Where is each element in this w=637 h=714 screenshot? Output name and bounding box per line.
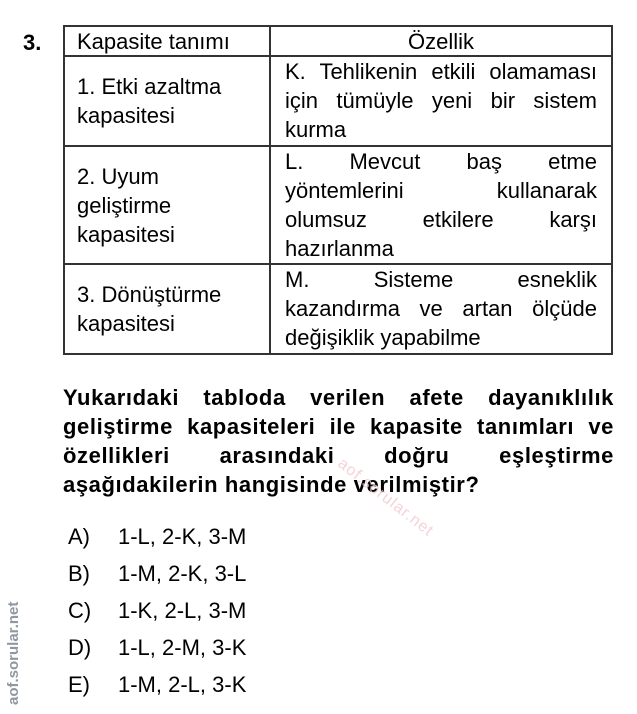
option-b[interactable] <box>68 555 246 592</box>
header-capacity-definition: Kapasite tanımı <box>64 26 270 56</box>
option-letter: D) <box>68 635 92 660</box>
watermark-side: aof.sorular.net <box>5 601 22 705</box>
table-row <box>64 264 612 354</box>
table-row <box>64 146 612 264</box>
capacity-cell: 1. Etki azaltma kapasitesi <box>64 56 270 146</box>
answer-options <box>68 518 246 703</box>
option-text: 1-K, 2-L, 3-M <box>118 598 247 623</box>
matching-table <box>63 25 613 355</box>
capacity-cell: 2. Uyum geliştirme kapasitesi <box>64 146 270 264</box>
feature-cell: M. Sisteme esneklik kazandırma ve artan ölçüde değişiklik yapabilme <box>270 264 612 354</box>
option-text: 1-M, 2-K, 3-L <box>118 561 247 586</box>
table-header-row <box>64 26 612 56</box>
option-letter: B) <box>68 561 90 586</box>
option-letter: A) <box>68 524 90 549</box>
option-letter: C) <box>68 598 92 623</box>
table-row <box>64 56 612 146</box>
option-text: 1-L, 2-M, 3-K <box>118 635 247 660</box>
option-text: 1-M, 2-L, 3-K <box>118 672 247 697</box>
option-e[interactable] <box>68 666 246 703</box>
feature-cell: L. Mevcut baş etme yöntemlerini kullanarak olumsuz etkilere karşı hazırlanma <box>270 146 612 264</box>
question-text: Yukarıdaki tabloda verilen afete dayanıklılık geliştirme kapasiteleri ile kapasite tanımları ve özellikleri arasındaki doğru eşleştirme aşağıdakilerin hangisinde verilmiştir? <box>63 385 614 497</box>
watermark-diagonal: aof.sorular.net <box>334 455 437 541</box>
option-d[interactable] <box>68 629 246 666</box>
option-c[interactable] <box>68 592 246 629</box>
header-feature: Özellik <box>270 26 612 56</box>
question-number: 3. <box>23 30 42 55</box>
feature-cell: K. Tehlikenin etkili olamaması için tümüyle yeni bir sistem kurma <box>270 56 612 146</box>
option-text: 1-L, 2-K, 3-M <box>118 524 247 549</box>
option-letter: E) <box>68 672 90 697</box>
option-a[interactable] <box>68 518 246 555</box>
capacity-cell: 3. Dönüştürme kapasitesi <box>64 264 270 354</box>
